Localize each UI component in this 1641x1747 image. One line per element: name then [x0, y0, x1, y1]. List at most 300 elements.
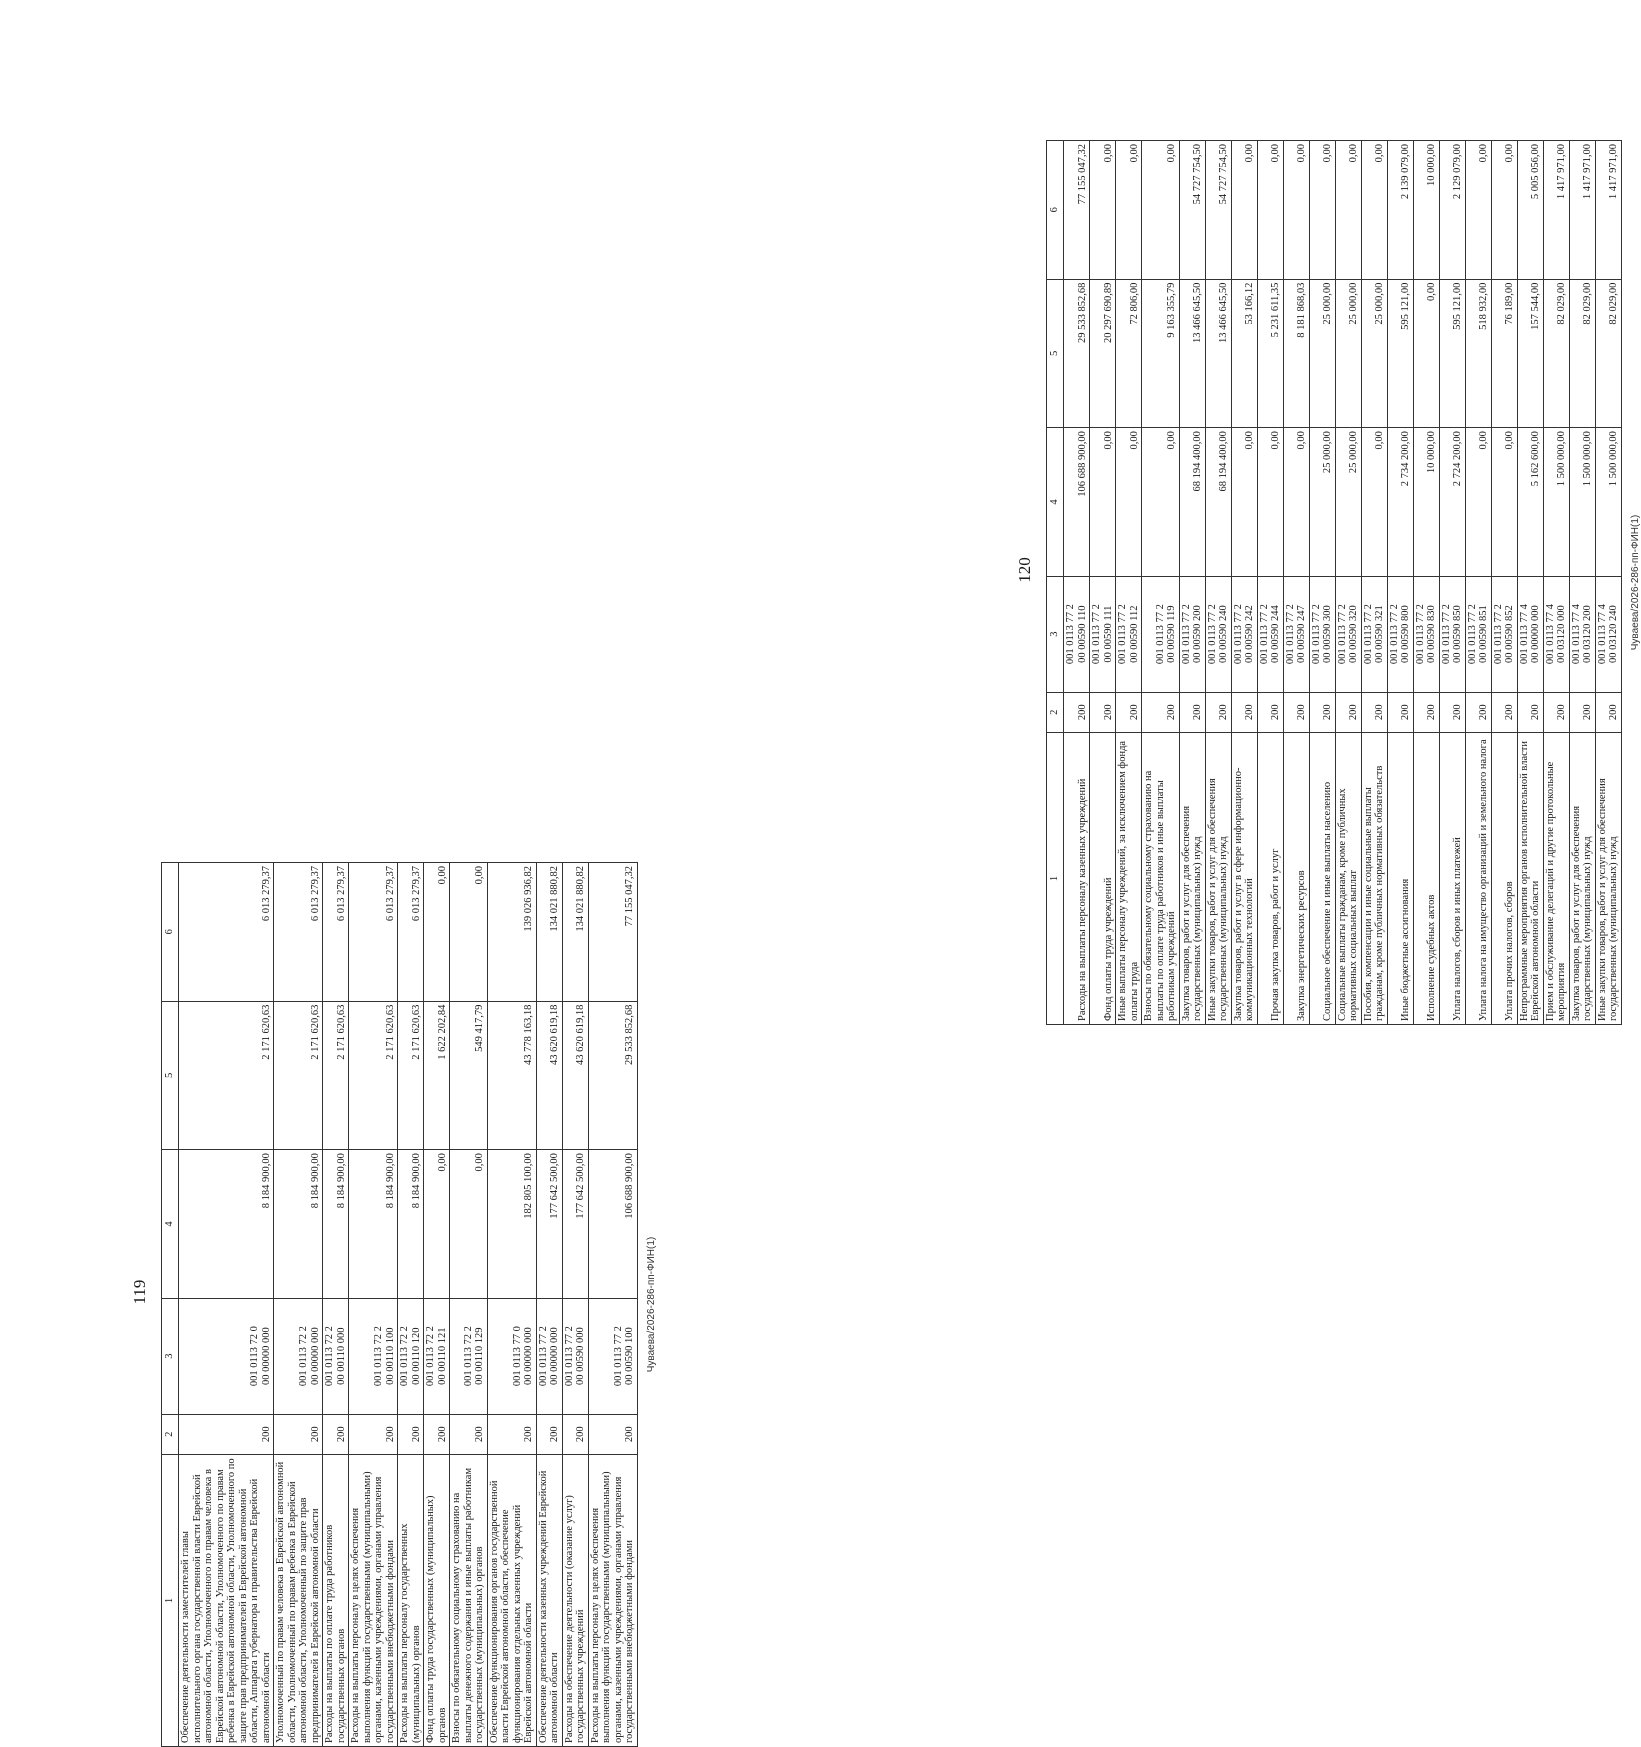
row-name: Иные бюджетные ассигнования: [1387, 732, 1413, 1024]
row-admin-code: 200: [323, 1414, 349, 1454]
row-name: Закупка товаров, работ и услуг для обеспечения государственных (муниципальных) нужд: [1179, 732, 1205, 1024]
row-name: Расходы на выплаты персоналу в целях обеспечения выполнения функций государственными (муниципальными) органами, казенными учреждениями, органами управления государственными внебюджетными фондами: [349, 1454, 398, 1746]
row-admin-code: 200: [398, 1414, 424, 1454]
budget-code-part: 00 00590 850: [1452, 605, 1463, 664]
row-budget-code: [1090, 576, 1116, 692]
row-executed-amount: 2 171 620,63: [179, 1001, 274, 1150]
budget-code-part: 001 0113 77 2: [1065, 604, 1076, 665]
row-budget-code: [450, 1298, 488, 1414]
row-approved-amount: 8 184 900,00: [274, 1150, 323, 1299]
budget-code-part: 00 00590 830: [1426, 605, 1437, 664]
row-admin-code: 200: [1335, 692, 1361, 732]
budget-code-part: 001 0113 77 2: [563, 1326, 575, 1387]
row-admin-code: 200: [1543, 692, 1569, 732]
budget-code-part: 001 0113 77 2: [1154, 604, 1166, 665]
table-row: [1142, 141, 1180, 1025]
row-budget-code: [1465, 576, 1491, 692]
row-approved-amount: 1 500 000,00: [1543, 428, 1569, 577]
budget-code-part: 00 00590 244: [1270, 605, 1281, 664]
budget-code-part: 00 03120 240: [1608, 605, 1619, 664]
row-name: Расходы на выплаты по оплате труда работников государственных органов: [323, 1454, 349, 1746]
table-body: [1064, 141, 1622, 1025]
row-unexecuted-amount: 6 013 279,37: [274, 863, 323, 1002]
row-unexecuted-amount: 6 013 279,37: [349, 863, 398, 1002]
budget-code-part: 00 00590 320: [1348, 605, 1359, 664]
row-approved-amount: 0,00: [424, 1150, 450, 1299]
row-executed-amount: 595 121,00: [1439, 279, 1465, 428]
row-admin-code: 200: [1569, 692, 1595, 732]
row-name: Уплата налога на имущество организаций и земельного налога: [1465, 732, 1491, 1024]
row-approved-amount: 1 500 000,00: [1595, 428, 1621, 577]
row-unexecuted-amount: 1 417 971,00: [1569, 141, 1595, 280]
row-approved-amount: 8 184 900,00: [179, 1150, 274, 1299]
row-admin-code: 200: [1361, 692, 1387, 732]
budget-code-part: 001 0113 77 2: [1336, 604, 1348, 665]
header-cell: 5: [1047, 279, 1064, 428]
row-name: Обеспечение деятельности заместителей главы исполнительного органа государственной власти Еврейской автономной области, Уполномоченного по правам человека в Еврейской автономной области, Уполномоченного по правам ребенка в Еврейской автономной области, Уполномоченного по защите прав предпринимателей в Еврейской автономной области, Аппарата губернатора и правительства Еврейской автономной области: [179, 1454, 274, 1746]
row-name: Иные закупки товаров, работ и услуг для обеспечения государственных (муниципальных) нужд: [1205, 732, 1231, 1024]
row-name: Фонд оплаты труда государственных (муниципальных) органов: [424, 1454, 450, 1746]
row-executed-amount: 157 544,00: [1517, 279, 1543, 428]
row-unexecuted-amount: 0,00: [1491, 141, 1517, 280]
table-row: [1231, 141, 1257, 1025]
row-budget-code: [1569, 576, 1595, 692]
budget-code-part: 001 0113 77 2: [537, 1326, 549, 1387]
budget-code-part: 00 00000 000: [523, 1327, 534, 1386]
row-executed-amount: 9 163 355,79: [1142, 279, 1180, 428]
row-budget-code: [1491, 576, 1517, 692]
row-approved-amount: 25 000,00: [1335, 428, 1361, 577]
budget-code-part: 001 0113 72 2: [425, 1326, 436, 1387]
budget-code-part: 001 0113 72 2: [399, 1326, 410, 1387]
budget-code-part: 00 00110 100: [384, 1327, 396, 1385]
budget-code-part: 001 0113 72 2: [324, 1326, 335, 1387]
budget-code-part: 00 00110 000: [335, 1327, 347, 1385]
row-executed-amount: 29 533 852,68: [588, 1001, 637, 1150]
row-executed-amount: 518 932,00: [1465, 279, 1491, 428]
row-budget-code: [179, 1298, 274, 1414]
row-name: Уплата прочих налогов, сборов: [1491, 732, 1517, 1024]
row-executed-amount: 2 171 620,63: [323, 1001, 349, 1150]
row-admin-code: 200: [1257, 692, 1283, 732]
table-row: [1179, 141, 1205, 1025]
row-budget-code: [1387, 576, 1413, 692]
budget-code-part: 001 0113 77 2: [1284, 604, 1296, 665]
row-executed-amount: 13 466 645,50: [1205, 279, 1231, 428]
table-row: [398, 863, 424, 1747]
row-name: Непрограммные мероприятия органов исполнительной власти Еврейской автономной области: [1517, 732, 1543, 1024]
table-row: [1543, 141, 1569, 1025]
row-unexecuted-amount: 1 417 971,00: [1543, 141, 1569, 280]
budget-code-part: 00 00590 852: [1504, 605, 1515, 664]
budget-code-part: 00 00590 200: [1192, 605, 1203, 664]
budget-code-part: 001 0113 72 0: [249, 1326, 260, 1387]
table-row: [1116, 141, 1142, 1025]
header-row: [1047, 141, 1064, 1025]
row-name: Иные выплаты персоналу учреждений, за исключением фонда оплаты труда: [1116, 732, 1142, 1024]
row-approved-amount: 0,00: [1361, 428, 1387, 577]
row-name: Фонд оплаты труда учреждений: [1090, 732, 1116, 1024]
row-budget-code: [487, 1298, 536, 1414]
row-name: Взносы по обязательному социальному страхованию на выплаты по оплате труда работников и иные выплаты работникам учреждений: [1142, 732, 1180, 1024]
budget-code-part: 001 0113 77 2: [1232, 604, 1244, 665]
row-budget-code: [323, 1298, 349, 1414]
table-row: [179, 863, 274, 1747]
budget-code-part: 00 00590 240: [1218, 605, 1229, 664]
row-budget-code: [1205, 576, 1231, 692]
row-unexecuted-amount: 10 000,00: [1413, 141, 1439, 280]
table-row: [450, 863, 488, 1747]
row-executed-amount: 2 171 620,63: [274, 1001, 323, 1150]
header-cell: 2: [162, 1414, 179, 1454]
row-budget-code: [1543, 576, 1569, 692]
budget-code-part: 001 0113 77 2: [1466, 604, 1478, 665]
row-executed-amount: 53 166,12: [1231, 279, 1257, 428]
row-name: Прочая закупка товаров, работ и услуг: [1257, 732, 1283, 1024]
row-name: Закупка товаров, работ и услуг для обеспечения государственных (муниципальных) нужд: [1569, 732, 1595, 1024]
row-executed-amount: 25 000,00: [1335, 279, 1361, 428]
budget-code-part: 00 00590 247: [1296, 605, 1307, 664]
row-budget-code: [562, 1298, 588, 1414]
row-admin-code: 200: [1283, 692, 1309, 732]
row-budget-code: [1439, 576, 1465, 692]
row-executed-amount: 8 181 868,03: [1283, 279, 1309, 428]
budget-code-part: 001 0113 72 2: [298, 1326, 309, 1387]
header-cell: 4: [1047, 428, 1064, 577]
budget-code-part: 001 0113 77 0: [511, 1326, 523, 1387]
row-executed-amount: 43 778 163,18: [487, 1001, 536, 1150]
row-admin-code: 200: [588, 1414, 637, 1454]
row-executed-amount: 25 000,00: [1309, 279, 1335, 428]
table-row: [1413, 141, 1439, 1025]
row-budget-code: [1309, 576, 1335, 692]
row-budget-code: [1179, 576, 1205, 692]
row-budget-code: [1361, 576, 1387, 692]
budget-code-part: 001 0113 77 2: [1180, 604, 1192, 665]
row-unexecuted-amount: 0,00: [1257, 141, 1283, 280]
row-unexecuted-amount: 0,00: [1283, 141, 1309, 280]
row-approved-amount: 10 000,00: [1413, 428, 1439, 577]
row-admin-code: 200: [1205, 692, 1231, 732]
row-approved-amount: 182 805 100,00: [487, 1150, 536, 1299]
row-unexecuted-amount: 6 013 279,37: [398, 863, 424, 1002]
budget-code-part: 00 00590 100: [624, 1327, 635, 1386]
table-row: [1283, 141, 1309, 1025]
budget-code-part: 00 00590 300: [1322, 605, 1333, 664]
header-cell: 1: [1047, 732, 1064, 1024]
row-budget-code: [1335, 576, 1361, 692]
header-cell: 6: [162, 863, 179, 1002]
budget-code-part: 00 00590 112: [1128, 605, 1140, 663]
table-row: [1439, 141, 1465, 1025]
row-name: Расходы на выплаты персоналу в целях обеспечения выполнения функций государственными (муниципальными) органами, казенными учреждениями, органами управления государственными внебюджетными фондами: [588, 1454, 637, 1746]
row-name: Расходы на обеспечение деятельности (оказание услуг) государственных учреждений: [562, 1454, 588, 1746]
row-admin-code: 200: [1116, 692, 1142, 732]
row-unexecuted-amount: 0,00: [1335, 141, 1361, 280]
budget-code-part: 00 00590 242: [1244, 605, 1255, 664]
budget-code-part: 001 0113 77 2: [1206, 604, 1218, 665]
row-unexecuted-amount: 77 155 047,32: [588, 863, 637, 1002]
row-name: Уплата налогов, сборов и иных платежей: [1439, 732, 1465, 1024]
row-executed-amount: 72 806,00: [1116, 279, 1142, 428]
page-120: [1010, 115, 1641, 1025]
row-admin-code: 200: [1595, 692, 1621, 732]
row-unexecuted-amount: 0,00: [424, 863, 450, 1002]
budget-code-part: 001 0113 77 2: [1388, 604, 1400, 665]
row-executed-amount: 76 189,00: [1491, 279, 1517, 428]
budget-code-part: 00 00590 119: [1166, 605, 1177, 663]
row-admin-code: 200: [450, 1414, 488, 1454]
row-approved-amount: 106 688 900,00: [1064, 428, 1090, 577]
budget-code-part: 001 0113 72 2: [462, 1326, 474, 1387]
budget-code-part: 001 0113 77 4: [1596, 604, 1608, 665]
row-approved-amount: 2 724 200,00: [1439, 428, 1465, 577]
row-unexecuted-amount: 0,00: [1142, 141, 1180, 280]
row-admin-code: 200: [1465, 692, 1491, 732]
row-name: Уполномоченный по правам человека в Еврейской автономной области, Уполномоченный по правам ребенка в Еврейской автономной области, Уполномоченный по защите прав предпринимателей в Еврейской автономной области: [274, 1454, 323, 1746]
row-approved-amount: 177 642 500,00: [536, 1150, 562, 1299]
row-admin-code: 200: [179, 1414, 274, 1454]
budget-code-part: 001 0113 77 2: [1117, 604, 1128, 665]
row-unexecuted-amount: 0,00: [1116, 141, 1142, 280]
header-cell: 4: [162, 1150, 179, 1299]
row-executed-amount: 43 620 619,18: [536, 1001, 562, 1150]
row-approved-amount: 0,00: [1090, 428, 1116, 577]
row-admin-code: 200: [1387, 692, 1413, 732]
budget-code-part: 00 00590 111: [1102, 605, 1114, 663]
budget-code-part: 001 0113 77 2: [1362, 604, 1374, 665]
budget-code-part: 001 0113 77 2: [1310, 604, 1322, 665]
row-unexecuted-amount: 1 417 971,00: [1595, 141, 1621, 280]
table-row: [1090, 141, 1116, 1025]
row-budget-code: [424, 1298, 450, 1414]
budget-code-part: 00 00000 000: [549, 1327, 560, 1386]
row-approved-amount: 68 194 400,00: [1179, 428, 1205, 577]
table-row: [562, 863, 588, 1747]
row-approved-amount: 0,00: [1465, 428, 1491, 577]
table-row: [1361, 141, 1387, 1025]
row-approved-amount: 8 184 900,00: [323, 1150, 349, 1299]
row-executed-amount: 82 029,00: [1543, 279, 1569, 428]
row-executed-amount: 0,00: [1413, 279, 1439, 428]
row-name: Социальные выплаты гражданам, кроме публичных нормативных социальных выплат: [1335, 732, 1361, 1024]
row-approved-amount: 0,00: [1142, 428, 1180, 577]
table-row: [1465, 141, 1491, 1025]
table-row: [1387, 141, 1413, 1025]
row-admin-code: 200: [274, 1414, 323, 1454]
row-budget-code: [1142, 576, 1180, 692]
row-approved-amount: 177 642 500,00: [562, 1150, 588, 1299]
header-row: [162, 863, 179, 1747]
row-executed-amount: 2 171 620,63: [349, 1001, 398, 1150]
row-budget-code: [1595, 576, 1621, 692]
row-admin-code: 200: [487, 1414, 536, 1454]
row-name: Расходы на выплаты персоналу государственных (муниципальных) органов: [398, 1454, 424, 1746]
budget-code-part: 001 0113 77 2: [612, 1326, 624, 1387]
table-body: [179, 863, 638, 1747]
row-unexecuted-amount: 0,00: [450, 863, 488, 1002]
row-name: Обеспечение функционирования органов государственной власти Еврейской автономной области, обеспечение функционирования отдельных казенных учреждений Еврейской автономной области: [487, 1454, 536, 1746]
budget-code-part: 00 00590 110: [1076, 605, 1088, 663]
row-executed-amount: 43 620 619,18: [562, 1001, 588, 1150]
row-admin-code: 200: [349, 1414, 398, 1454]
document-footer: Чуваева/2026-286-пп-ФИН(1): [645, 1236, 657, 1373]
row-approved-amount: 0,00: [1231, 428, 1257, 577]
row-name: Обеспечение деятельности казенных учреждений Еврейской автономной области: [536, 1454, 562, 1746]
budget-code-part: 00 00590 321: [1374, 605, 1385, 664]
row-budget-code: [1257, 576, 1283, 692]
row-budget-code: [588, 1298, 637, 1414]
table-row: [1309, 141, 1335, 1025]
row-budget-code: [274, 1298, 323, 1414]
row-approved-amount: 2 734 200,00: [1387, 428, 1413, 577]
row-unexecuted-amount: 0,00: [1465, 141, 1491, 280]
budget-code-part: 001 0113 77 2: [1258, 604, 1270, 665]
row-unexecuted-amount: 0,00: [1309, 141, 1335, 280]
table-row: [588, 863, 637, 1747]
row-unexecuted-amount: 0,00: [1090, 141, 1116, 280]
table-row: [424, 863, 450, 1747]
budget-code-part: 001 0113 77 4: [1518, 604, 1530, 665]
row-executed-amount: 5 231 611,35: [1257, 279, 1283, 428]
row-budget-code: [1283, 576, 1309, 692]
row-approved-amount: 1 500 000,00: [1569, 428, 1595, 577]
table-row: [1595, 141, 1621, 1025]
row-unexecuted-amount: 77 155 047,32: [1064, 141, 1090, 280]
row-approved-amount: 0,00: [1257, 428, 1283, 577]
budget-code-part: 00 00110 129: [474, 1327, 485, 1385]
row-admin-code: 200: [536, 1414, 562, 1454]
row-name: Прием и обслуживание делегаций и другие протокольные мероприятия: [1543, 732, 1569, 1024]
row-approved-amount: 0,00: [1491, 428, 1517, 577]
budget-code-part: 001 0113 77 4: [1570, 604, 1582, 665]
row-unexecuted-amount: 0,00: [1361, 141, 1387, 280]
row-budget-code: [1116, 576, 1142, 692]
row-executed-amount: 25 000,00: [1361, 279, 1387, 428]
header-cell: 6: [1047, 141, 1064, 280]
table-row: [1335, 141, 1361, 1025]
table-row: [1064, 141, 1090, 1025]
row-approved-amount: 8 184 900,00: [349, 1150, 398, 1299]
table-row: [349, 863, 398, 1747]
row-executed-amount: 82 029,00: [1569, 279, 1595, 428]
row-admin-code: 200: [1413, 692, 1439, 732]
row-name: Социальное обеспечение и иные выплаты населению: [1309, 732, 1335, 1024]
budget-code-part: 00 00000 000: [1530, 605, 1541, 664]
budget-code-part: 001 0113 72 2: [373, 1326, 384, 1387]
row-executed-amount: 20 297 690,89: [1090, 279, 1116, 428]
row-unexecuted-amount: 0,00: [1231, 141, 1257, 280]
row-budget-code: [1413, 576, 1439, 692]
page-119: [125, 837, 655, 1747]
row-approved-amount: 0,00: [450, 1150, 488, 1299]
budget-code-part: 001 0113 77 4: [1544, 604, 1556, 665]
table-row: [274, 863, 323, 1747]
row-budget-code: [1517, 576, 1543, 692]
row-unexecuted-amount: 54 727 754,50: [1179, 141, 1205, 280]
row-unexecuted-amount: 6 013 279,37: [323, 863, 349, 1002]
row-admin-code: 200: [1179, 692, 1205, 732]
row-name: Закупка энергетических ресурсов: [1283, 732, 1309, 1024]
row-executed-amount: 13 466 645,50: [1179, 279, 1205, 428]
row-approved-amount: 5 162 600,00: [1517, 428, 1543, 577]
row-unexecuted-amount: 134 021 880,82: [562, 863, 588, 1002]
row-name: Закупка товаров, работ и услуг в сфере информационно-коммуникационных технологий: [1231, 732, 1257, 1024]
row-admin-code: 200: [1090, 692, 1116, 732]
budget-code-part: 001 0113 77 2: [1414, 604, 1426, 665]
row-admin-code: 200: [1064, 692, 1090, 732]
budget-table: [1046, 140, 1622, 1025]
row-executed-amount: 29 533 852,68: [1064, 279, 1090, 428]
row-unexecuted-amount: 2 129 079,00: [1439, 141, 1465, 280]
row-executed-amount: 549 417,79: [450, 1001, 488, 1150]
header-cell: 2: [1047, 692, 1064, 732]
row-admin-code: 200: [1309, 692, 1335, 732]
row-approved-amount: 25 000,00: [1309, 428, 1335, 577]
budget-code-part: 00 00590 800: [1400, 605, 1411, 664]
table-row: [323, 863, 349, 1747]
page-number: 119: [130, 1279, 149, 1305]
row-approved-amount: 8 184 900,00: [398, 1150, 424, 1299]
budget-code-part: 00 03120 000: [1556, 605, 1567, 664]
row-approved-amount: 0,00: [1116, 428, 1142, 577]
budget-code-part: 00 00110 120: [410, 1327, 422, 1385]
row-admin-code: 200: [562, 1414, 588, 1454]
row-name: Исполнение судебных актов: [1413, 732, 1439, 1024]
row-unexecuted-amount: 5 005 056,00: [1517, 141, 1543, 280]
row-budget-code: [349, 1298, 398, 1414]
row-executed-amount: 82 029,00: [1595, 279, 1621, 428]
table-row: [1569, 141, 1595, 1025]
budget-code-part: 001 0113 77 2: [1492, 604, 1504, 665]
table-row: [1205, 141, 1231, 1025]
row-name: Иные закупки товаров, работ и услуг для обеспечения государственных (муниципальных) нужд: [1595, 732, 1621, 1024]
row-budget-code: [1231, 576, 1257, 692]
budget-code-part: 001 0113 77 2: [1091, 604, 1102, 665]
table-row: [487, 863, 536, 1747]
budget-code-part: 00 00110 121: [436, 1327, 448, 1385]
header-cell: 3: [162, 1298, 179, 1414]
row-unexecuted-amount: 2 139 079,00: [1387, 141, 1413, 280]
budget-code-part: 00 00590 851: [1478, 605, 1489, 664]
header-cell: 1: [162, 1454, 179, 1746]
page-number: 120: [1015, 557, 1034, 583]
document-footer: Чуваева/2026-286-пп-ФИН(1): [1629, 514, 1641, 651]
row-admin-code: 200: [1491, 692, 1517, 732]
budget-table: [161, 862, 638, 1747]
row-name: Пособия, компенсации и иные социальные выплаты гражданам, кроме публичных нормативных обязательств: [1361, 732, 1387, 1024]
row-unexecuted-amount: 54 727 754,50: [1205, 141, 1231, 280]
row-unexecuted-amount: 6 013 279,37: [179, 863, 274, 1002]
row-approved-amount: 106 688 900,00: [588, 1150, 637, 1299]
header-cell: 5: [162, 1001, 179, 1150]
row-unexecuted-amount: 139 026 936,82: [487, 863, 536, 1002]
header-cell: 3: [1047, 576, 1064, 692]
row-admin-code: 200: [1517, 692, 1543, 732]
row-admin-code: 200: [424, 1414, 450, 1454]
row-budget-code: [1064, 576, 1090, 692]
table-row: [536, 863, 562, 1747]
row-admin-code: 200: [1439, 692, 1465, 732]
budget-code-part: 001 0113 77 2: [1440, 604, 1452, 665]
table-row: [1517, 141, 1543, 1025]
budget-code-part: 00 03120 200: [1582, 605, 1593, 664]
row-admin-code: 200: [1142, 692, 1180, 732]
row-budget-code: [398, 1298, 424, 1414]
row-unexecuted-amount: 134 021 880,82: [536, 863, 562, 1002]
row-executed-amount: 1 622 202,84: [424, 1001, 450, 1150]
row-name: Взносы по обязательному социальному страхованию на выплаты денежного содержания и иные выплаты работникам государственных (муниципальных) органов: [450, 1454, 488, 1746]
